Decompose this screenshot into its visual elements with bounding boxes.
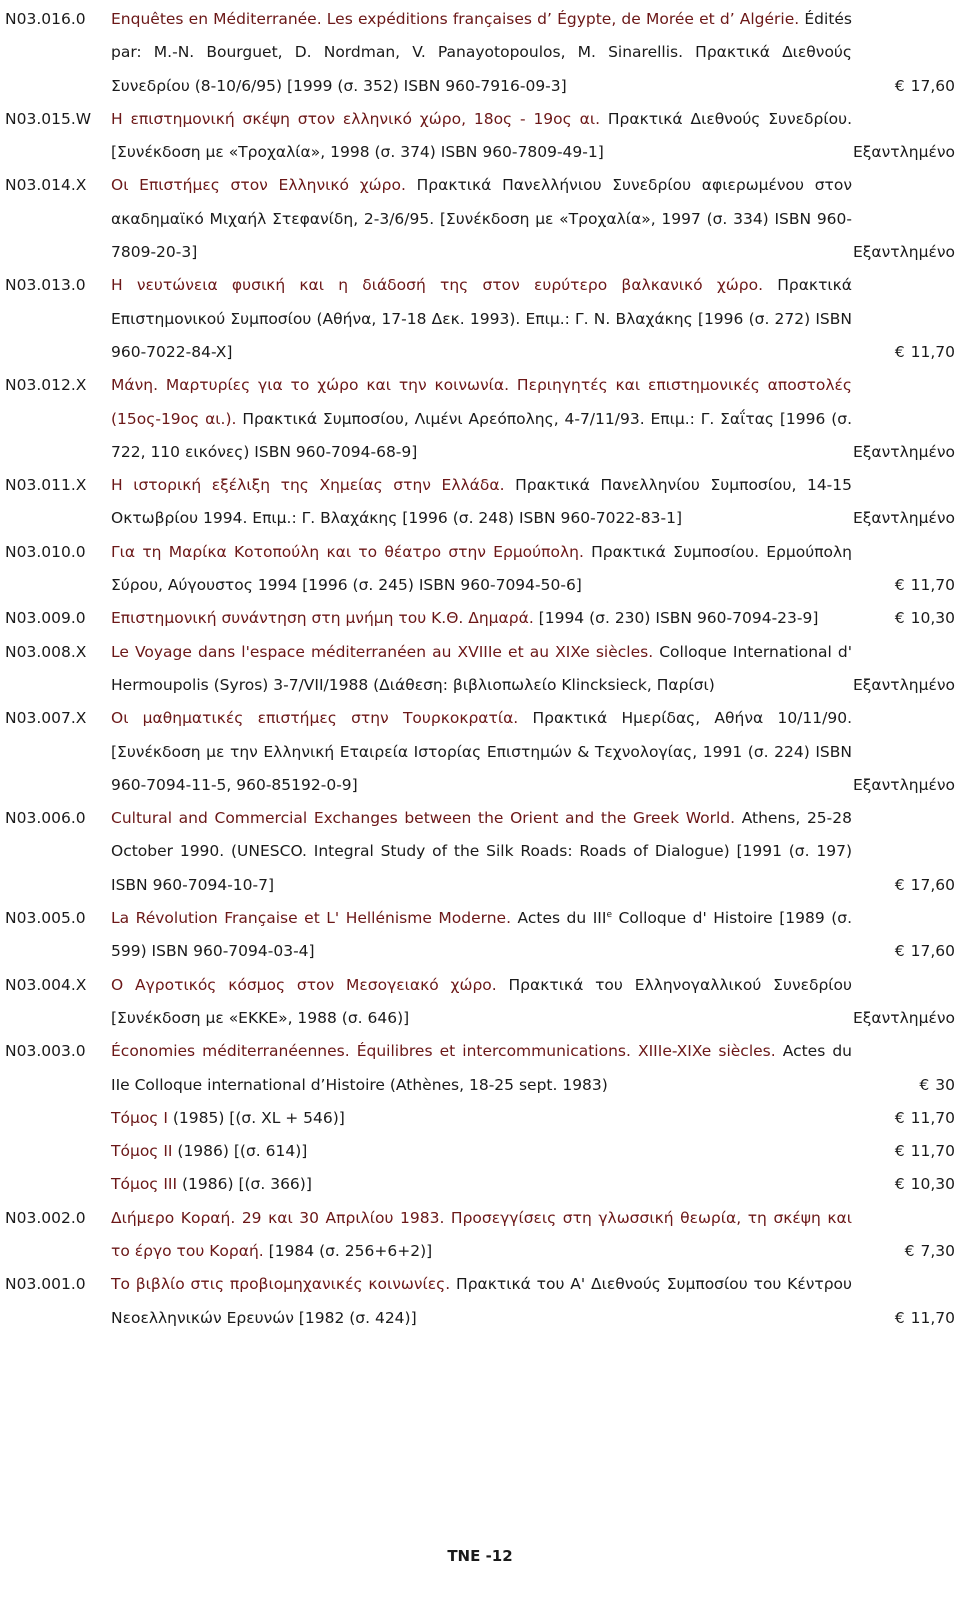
entry-title: Το βιβλίο στις προβιομηχανικές κοινωνίες. xyxy=(111,1275,451,1294)
entry-description xyxy=(111,802,852,902)
entry-price xyxy=(852,902,960,969)
entry-title: Cultural and Commercial Exchanges between the Orient and the Greek World. xyxy=(111,809,736,828)
price-value: 10,30 xyxy=(910,1175,955,1194)
entry-price xyxy=(852,536,960,603)
catalog-entry xyxy=(0,469,960,536)
catalog-entry xyxy=(0,3,960,103)
status-text: Εξαντλημένο xyxy=(852,143,955,162)
catalog-entry xyxy=(0,902,960,969)
entry-price xyxy=(852,269,960,369)
entry-details: [1984 (σ. 256+6+2)] xyxy=(263,1241,433,1260)
catalog-entry xyxy=(0,636,960,703)
entry-title: Τόμος ΙΙΙ xyxy=(111,1175,178,1194)
catalog-entry xyxy=(0,702,960,802)
entry-status xyxy=(852,469,960,536)
catalog-entry xyxy=(0,969,960,1036)
status-text: Εξαντλημένο xyxy=(852,509,955,528)
entry-price xyxy=(852,1135,960,1168)
entry-description xyxy=(111,636,852,703)
price-value: 11,70 xyxy=(910,1308,955,1327)
entry-code xyxy=(0,1168,111,1201)
status-text: Εξαντλημένο xyxy=(852,1008,955,1027)
entry-price xyxy=(852,1102,960,1135)
entry-price xyxy=(852,1268,960,1335)
price-value: 11,70 xyxy=(910,576,955,595)
entry-description xyxy=(111,1035,852,1102)
entry-details: (1985) [(σ. XL + 546)] xyxy=(167,1108,345,1127)
entry-details: Athens, 25-28 October 1990. (UNESCO. Integral Study of the Silk Roads: Roads of Dialogue) [1991 (σ. 197) ISBN 960-7094-10-7] xyxy=(111,809,852,894)
entry-description xyxy=(111,602,852,635)
entry-details: Actes du IIe Colloque international d’Histoire (Athènes, 18-25 sept. 1983) xyxy=(111,1042,852,1094)
entry-price xyxy=(852,1202,960,1269)
euro-sign: € xyxy=(904,1241,915,1260)
catalog-entry xyxy=(0,169,960,269)
euro-sign: € xyxy=(894,942,905,961)
entry-price xyxy=(852,602,960,635)
entry-details: Πρακτικά Διεθνούς Συνεδρίου. [Συνέκδοση με «Τροχαλία», 1998 (σ. 374) ISBN 960-7809-49-1] xyxy=(111,109,852,162)
catalog-entry xyxy=(0,369,960,469)
catalog-entry xyxy=(0,1102,960,1135)
entry-details: Πρακτικά Πανελληνίου Συμποσίου, 14-15 Οκτωβρίου 1994. Επιμ.: Γ. Βλαχάκης [1996 (σ. 248) ISBN 960-7022-83-1] xyxy=(111,476,853,528)
entry-description xyxy=(111,103,852,170)
entry-code: N03.007.X xyxy=(5,709,87,728)
entry-status xyxy=(852,702,960,802)
price-value: 7,30 xyxy=(920,1241,955,1260)
entry-title: Enquêtes en Méditerranée. Les expéditions françaises d’ Égypte, de Morée et d’ Algérie. xyxy=(111,10,800,28)
entry-description xyxy=(111,1135,852,1168)
price-value: 10,30 xyxy=(910,609,955,628)
catalog-entry xyxy=(0,536,960,603)
catalog-entry xyxy=(0,1268,960,1335)
price-value: 11,70 xyxy=(910,1142,955,1161)
entry-details: Πρακτικά Επιστημονικού Συμποσίου (Αθήνα, 17-18 Δεκ. 1993). Επιμ.: Γ. Ν. Βλαχάκης [1996 (σ. 272) ISBN 960-7022-84-X] xyxy=(111,276,853,361)
catalog-entry xyxy=(0,269,960,369)
entry-details: Πρακτικά Συμποσίου. Ερμούπολη Σύρου, Αύγουστος 1994 [1996 (σ. 245) ISBN 960-7094-50-6] xyxy=(111,542,852,595)
catalog-entry xyxy=(0,1135,960,1168)
entry-status xyxy=(852,169,960,269)
entry-code: N03.004.X xyxy=(5,975,87,994)
entry-status xyxy=(852,969,960,1036)
entry-code: N03.009.0 xyxy=(5,609,86,628)
entry-title: Μάνη. Μαρτυρίες για το χώρο και την κοινωνία. Περιηγητές και επιστημονικές αποστολές (15ος-19ος αι.). xyxy=(111,376,852,428)
status-text: Εξαντλημένο xyxy=(852,442,955,461)
catalog-entry xyxy=(0,103,960,170)
price-value: 11,70 xyxy=(910,1108,955,1127)
entry-code: N03.014.X xyxy=(5,176,87,195)
price-value: 17,60 xyxy=(910,875,955,894)
entry-description xyxy=(111,902,852,969)
entry-title: La Révolution Française et L' Hellénisme Moderne. xyxy=(111,909,511,928)
entry-code: N03.012.X xyxy=(5,376,87,395)
entry-description xyxy=(111,3,852,103)
entry-code: N03.010.0 xyxy=(5,542,86,561)
euro-sign: € xyxy=(894,1175,905,1194)
entry-details: (1986) [(σ. 366)] xyxy=(177,1175,312,1194)
entry-price xyxy=(852,802,960,902)
entry-title: Le Voyage dans l'espace méditerranéen au XVIIIe et au XIXe siècles. xyxy=(111,642,654,661)
entry-title: Η νευτώνεια φυσική και η διάδοσή της στον ευρύτερο βαλκανικό χώρο. xyxy=(111,276,763,295)
entry-code: N03.003.0 xyxy=(5,1042,86,1061)
entry-code xyxy=(0,1135,111,1168)
price-value: 17,60 xyxy=(910,942,955,961)
entry-description xyxy=(111,169,852,269)
euro-sign: € xyxy=(919,1075,930,1094)
price-value: 17,60 xyxy=(910,76,955,95)
catalog-entry xyxy=(0,1168,960,1201)
entry-code: N03.005.0 xyxy=(5,909,86,928)
entry-code: N03.006.0 xyxy=(5,809,86,828)
price-value: 11,70 xyxy=(910,342,955,361)
entry-details: Πρακτικά Πανελλήνιου Συνεδρίου αφιερωμένου στον ακαδημαϊκό Μιχαήλ Στεφανίδη, 2-3/6/95. [Συνέκδοση με «Τροχαλία», 1997 (σ. 334) ISBN 960-7809-20-3] xyxy=(111,176,852,262)
catalog-list xyxy=(0,3,960,1335)
entry-title: Économies méditerranéennes. Équilibres et intercommunications. XIIIe-XIXe siècles. xyxy=(111,1042,776,1061)
entry-code: N03.011.X xyxy=(5,476,87,495)
entry-title: Για τη Μαρίκα Κοτοπούλη και το θέατρο στην Ερμούπολη. xyxy=(111,542,584,561)
entry-description xyxy=(111,1102,852,1135)
entry-code: N03.015.W xyxy=(5,109,92,128)
entry-title: Οι Επιστήμες στον Ελληνικό χώρο. xyxy=(111,176,406,195)
entry-title: Τόμος ΙΙ xyxy=(111,1142,173,1161)
euro-sign: € xyxy=(894,875,905,894)
entry-description xyxy=(111,1168,852,1201)
catalog-entry xyxy=(0,1035,960,1102)
entry-title: Διήμερο Κοραή. 29 και 30 Απριλίου 1983. Προσεγγίσεις στη γλωσσική θεωρία, τη σκέψη και το έργο του Κοραή. xyxy=(111,1208,852,1260)
entry-description xyxy=(111,469,852,536)
entry-title: Η ιστορική εξέλιξη της Χημείας στην Ελλάδα. xyxy=(111,476,505,495)
euro-sign: € xyxy=(894,576,905,595)
euro-sign: € xyxy=(894,342,905,361)
entry-details: Colloque d' Histoire [1989 (σ. 599) ISBN 960-7094-03-4] xyxy=(111,909,853,961)
entry-title: Οι μαθηματικές επιστήμες στην Τουρκοκρατία. xyxy=(111,709,519,728)
entry-code: N03.001.0 xyxy=(5,1275,86,1294)
entry-details: (1986) [(σ. 614)] xyxy=(172,1142,308,1161)
entry-details: Édités par: M.-N. Bourguet, D. Nordman, V. Panayotopoulos, M. Sinarellis. Πρακτικά Διεθνούς Συνεδρίου (8-10/6/95) [1999 (σ. 352) ISBN 960-7916-09-3] xyxy=(111,10,853,95)
price-value: 30 xyxy=(935,1075,955,1094)
entry-details: Πρακτικά Συμποσίου, Λιμένι Αρεόπολης, 4-7/11/93. Επιμ.: Γ. Σαΐτας [1996 (σ. 722, 110 εικόνες) ISBN 960-7094-68-9] xyxy=(111,409,852,461)
superscript: e xyxy=(606,910,612,921)
entry-code: N03.008.X xyxy=(5,642,87,661)
euro-sign: € xyxy=(894,1308,905,1327)
entry-code: N03.016.0 xyxy=(5,10,86,28)
entry-title: Ο Αγροτικός κόσμος στον Μεσογειακό χώρο. xyxy=(111,975,497,994)
entry-details: [1994 (σ. 230) ISBN 960-7094-23-9] xyxy=(533,609,819,628)
status-text: Εξαντλημένο xyxy=(852,775,955,794)
entry-title: Η επιστημονική σκέψη στον ελληνικό χώρο, 18ος - 19ος αι. xyxy=(111,109,600,128)
entry-code: N03.013.0 xyxy=(5,276,86,295)
entry-price xyxy=(852,3,960,103)
entry-description xyxy=(111,369,852,469)
euro-sign: € xyxy=(894,1108,905,1127)
entry-title: Επιστημονική συνάντηση στη μνήμη του Κ.Θ. Δημαρά. xyxy=(111,609,534,628)
entry-description xyxy=(111,1268,852,1335)
entry-details: Πρακτικά του Ελληνογαλλικού Συνεδρίου [Συνέκδοση με «ΕΚΚΕ», 1988 (σ. 646)] xyxy=(111,975,852,1027)
entry-description xyxy=(111,969,852,1036)
catalog-entry xyxy=(0,602,960,635)
entry-description xyxy=(111,702,852,802)
entry-details: Πρακτικά του Α' Διεθνούς Συμποσίου του Κέντρου Νεοελληνικών Ερευνών [1982 (σ. 424)] xyxy=(111,1275,852,1327)
euro-sign: € xyxy=(894,76,905,95)
entry-details: Colloque International d' Hermoupolis (Syros) 3-7/VII/1988 (Διάθεση: βιβλιοπωλείο Klincksieck, Παρίσι) xyxy=(111,642,852,694)
entry-description xyxy=(111,269,852,369)
entry-price xyxy=(852,1168,960,1201)
entry-description xyxy=(111,1202,852,1269)
entry-details: Actes du III xyxy=(511,909,607,928)
status-text: Εξαντλημένο xyxy=(852,675,955,694)
entry-status xyxy=(852,636,960,703)
entry-status xyxy=(852,103,960,170)
entry-description xyxy=(111,536,852,603)
catalog-entry xyxy=(0,1202,960,1269)
entry-code: N03.002.0 xyxy=(5,1208,86,1227)
page-footer: TNE -12 xyxy=(447,1547,513,1565)
catalog-entry xyxy=(0,802,960,902)
euro-sign: € xyxy=(894,1142,905,1161)
entry-status xyxy=(852,369,960,469)
euro-sign: € xyxy=(894,609,905,628)
entry-code xyxy=(0,1102,111,1135)
entry-details: Πρακτικά Ημερίδας, Αθήνα 10/11/90. [Συνέκδοση με την Ελληνική Εταιρεία Ιστορίας Επιστημών & Τεχνολογίας, 1991 (σ. 224) ISBN 960-7094-11-5, 960-85192-0-9] xyxy=(111,709,852,794)
entry-title: Τόμος Ι xyxy=(111,1108,168,1127)
entry-price xyxy=(852,1035,960,1102)
status-text: Εξαντλημένο xyxy=(852,243,955,262)
